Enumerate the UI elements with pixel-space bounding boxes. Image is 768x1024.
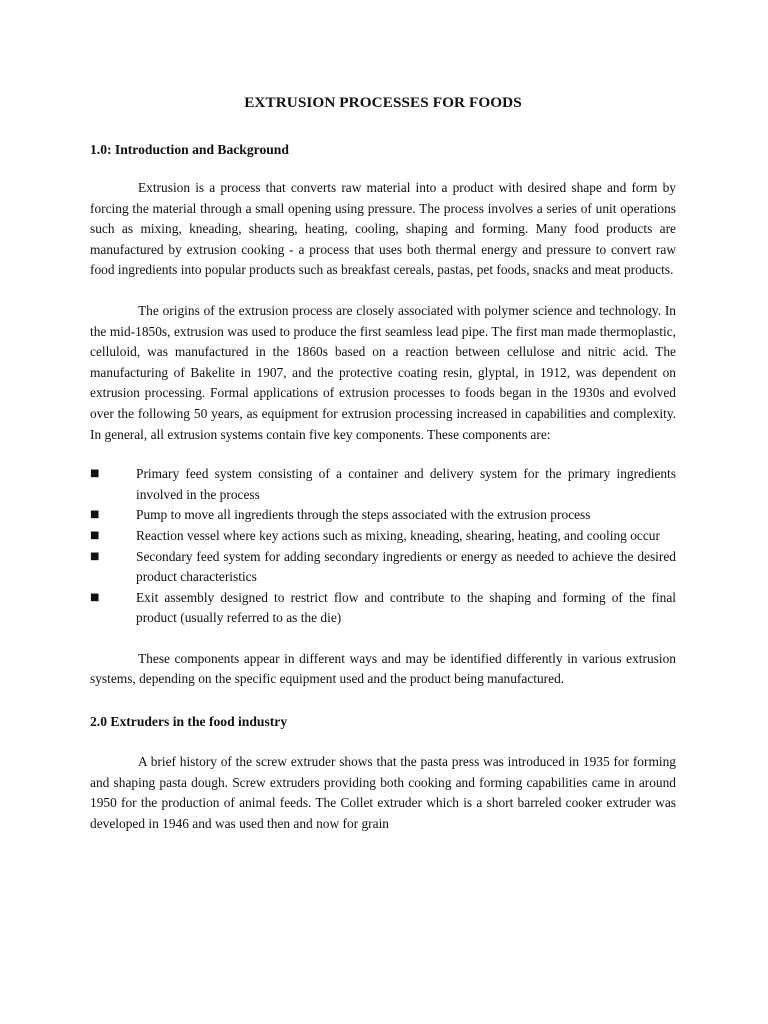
- list-item: [90, 526, 676, 547]
- list-item-text: Primary feed system consisting of a container and delivery system for the primary ingredients involved in the process: [136, 466, 676, 502]
- list-item-text: Pump to move all ingredients through the steps associated with the extrusion process: [136, 507, 591, 523]
- list-item: [90, 464, 676, 505]
- list-item: [90, 588, 676, 629]
- square-bullet-icon: ■: [90, 529, 100, 541]
- paragraph-components-summary: These components appear in different ways and may be identified differently in various extrusion systems, depending on the specific equipment used and the product being manufactured.: [90, 650, 676, 687]
- list-item-text: Secondary feed system for adding secondary ingredients or energy as needed to achieve the desired product characteristics: [136, 548, 676, 585]
- square-bullet-icon: ■: [90, 591, 100, 603]
- section-2-heading: 2.0 Extruders in the food industry: [90, 714, 288, 730]
- section-1-heading: 1.0: Introduction and Background: [90, 142, 289, 157]
- list-item-text: Exit assembly designed to restrict flow and contribute to the shaping and forming of the final product (usually referred to as the die): [136, 589, 676, 626]
- list-item-text: Reaction vessel where key actions such as mixing, kneading, shearing, heating, and cooling occur: [136, 527, 660, 543]
- document-title: EXTRUSION PROCESSES FOR FOODS: [244, 94, 522, 111]
- square-bullet-icon: ■: [90, 509, 100, 521]
- square-bullet-icon: ■: [90, 468, 100, 480]
- list-item: [90, 547, 676, 588]
- components-list: [90, 464, 676, 629]
- document-body: [90, 92, 676, 834]
- paragraph-extrusion-origins: The origins of the extrusion process are closely associated with polymer science and technology. In the mid-1850s, extrusion was used to produce the first seamless lead pipe. The first man made thermoplastic, celluloid, was manufactured in the 1860s based on a reaction between cellulose and nitric acid. The manufacturing of Bakelite in 1907, and the protective coating resin, glyptal, in 1912, was dependent on extrusion processing. Formal applications of extrusion processes to foods began in the 1930s and evolved over the following 50 years, as equipment for extrusion processing increased in capabilities and complexity. In general, all extrusion systems contain five key components. These components are:: [90, 302, 676, 442]
- paragraph-extrusion-definition: Extrusion is a process that converts raw material into a product with desired shape and form by forcing the material through a small opening using pressure. The process involves a series of unit operations such as mixing, kneading, shearing, heating, cooling, shaping and forming. Many food products are manufactured by extrusion cooking - a process that uses both thermal energy and pressure to convert raw food ingredients into popular products such as breakfast cereals, pastas, pet foods, snacks and meat products.: [90, 180, 676, 278]
- list-item: [90, 505, 676, 526]
- square-bullet-icon: ■: [90, 550, 100, 562]
- paragraph-extruder-history: A brief history of the screw extruder shows that the pasta press was introduced in 1935 for forming and shaping pasta dough. Screw extruders providing both cooking and forming capabilities came in around 1950 for the production of animal feeds. The Collet extruder which is a short barreled cooker extruder was developed in 1946 and was used then and now for grain: [90, 754, 676, 831]
